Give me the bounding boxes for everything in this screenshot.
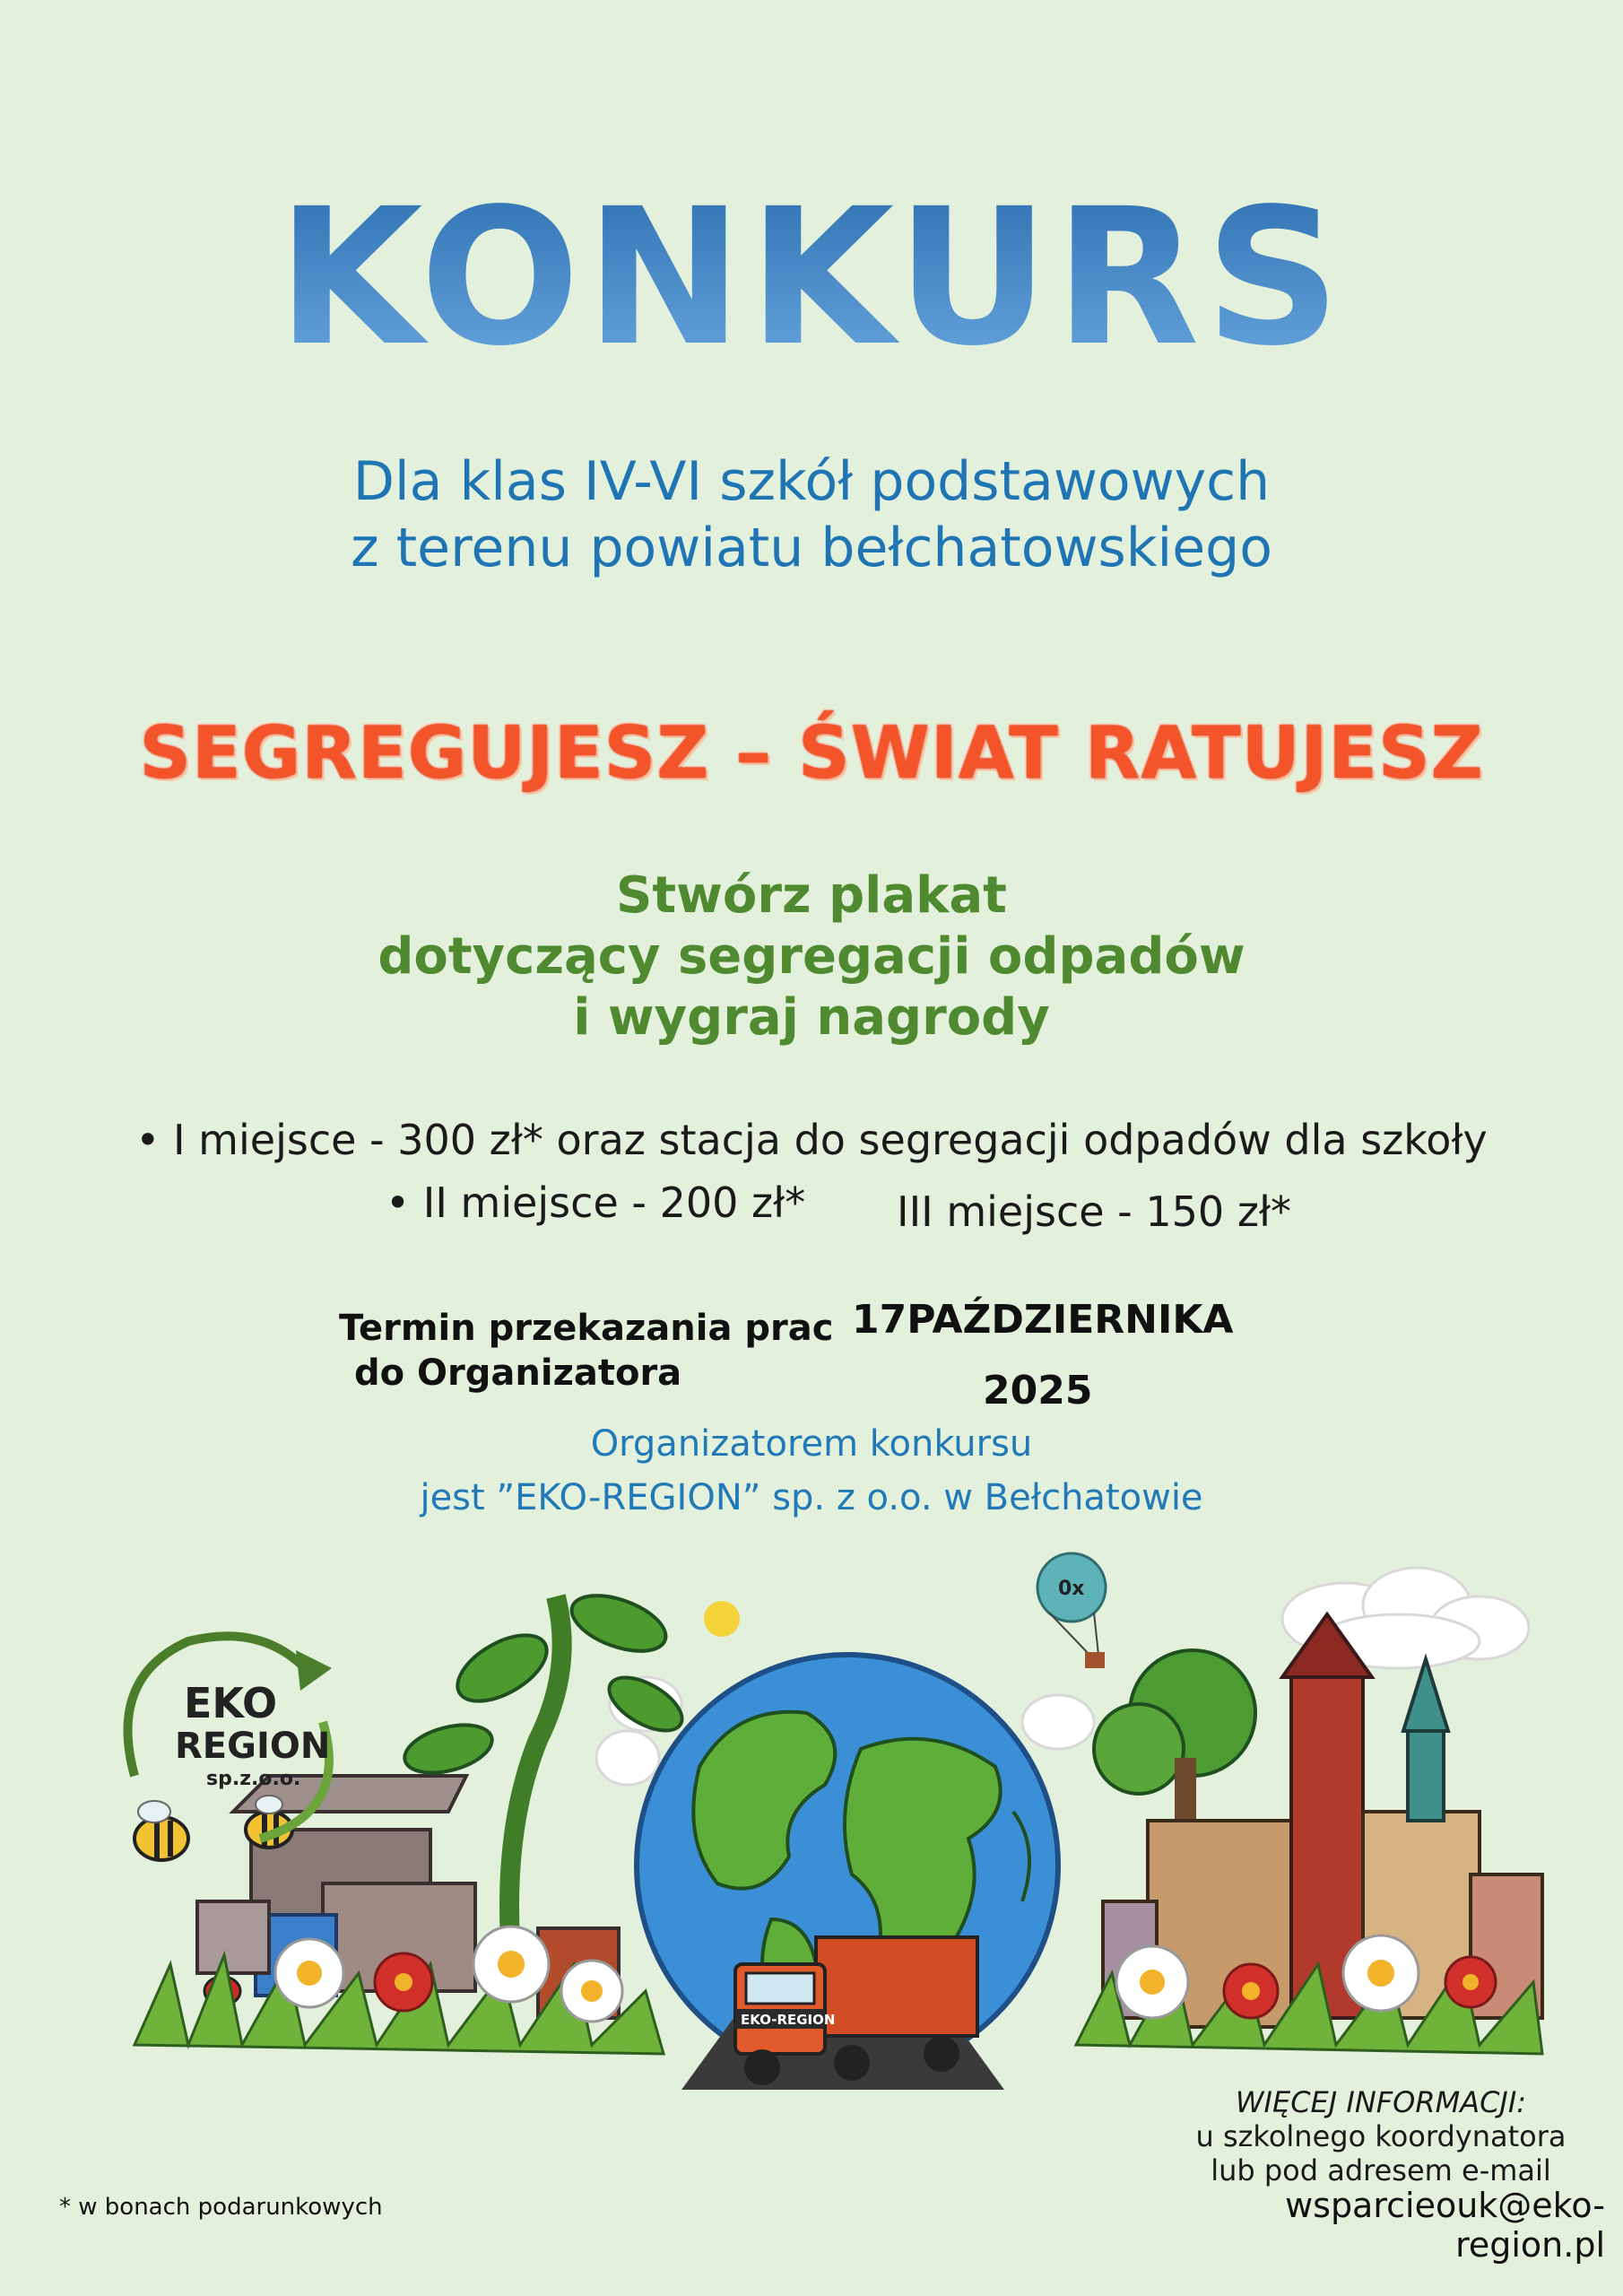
deadline-date-line-2: 2025 (983, 1368, 1093, 1413)
logo-line-3: sp.z.o.o. (206, 1768, 301, 1790)
balloon-label: 0x (1058, 1578, 1085, 1600)
prize-third: III miejsce - 150 zł* (897, 1187, 1292, 1236)
page-title: KONKURS (0, 170, 1623, 386)
balloon-icon (1037, 1553, 1106, 1668)
more-info-block (1184, 2085, 1578, 2187)
logo-line-2: REGION (175, 1726, 331, 1767)
sun-icon (704, 1601, 740, 1637)
prize-first: • I miejsce - 300 zł* oraz stacja do segregacji odpadów dla szkoły (135, 1116, 1488, 1164)
organizer-line-2: jest ”EKO-REGION” sp. z o.o. w Bełchatowie (420, 1477, 1203, 1518)
deadline-date-line-1: 17PAŹDZIERNIKA (852, 1297, 1234, 1343)
footnote: * w bonach podarunkowych (59, 2194, 383, 2221)
prize-second: • II miejsce - 200 zł* (386, 1178, 806, 1227)
deadline-label-line-1: Termin przekazania prac (339, 1308, 834, 1349)
cta-line-1: Stwórz plakat (616, 866, 1007, 925)
truck-label: EKO-REGION (741, 2012, 836, 2028)
more-info-heading: WIĘCEJ INFORMACJI: (1235, 2085, 1527, 2119)
more-info-email[interactable]: wsparcieouk@eko-region.pl (1285, 2186, 1605, 2265)
deadline-label-line-2: do Organizatora (354, 1352, 682, 1394)
subtitle-line-2: z terenu powiatu bełchatowskiego (351, 517, 1272, 579)
eco-illustration (0, 1543, 1623, 2117)
organizer-line-1: Organizatorem konkursu (590, 1423, 1033, 1465)
more-info-line-2: lub pod adresem e-mail (1211, 2153, 1551, 2187)
cta-line-2: dotyczący segregacji odpadów (378, 927, 1245, 986)
more-info-line-1: u szkolnego koordynatora (1195, 2119, 1567, 2153)
subtitle-line-1: Dla klas IV-VI szkół podstawowych (352, 450, 1271, 513)
bee-icon (135, 1801, 188, 1860)
cta-line-3: i wygraj nagrody (573, 988, 1050, 1047)
slogan: SEGREGUJESZ – ŚWIAT RATUJESZ (139, 711, 1484, 795)
logo-line-1: EKO (184, 1679, 278, 1727)
